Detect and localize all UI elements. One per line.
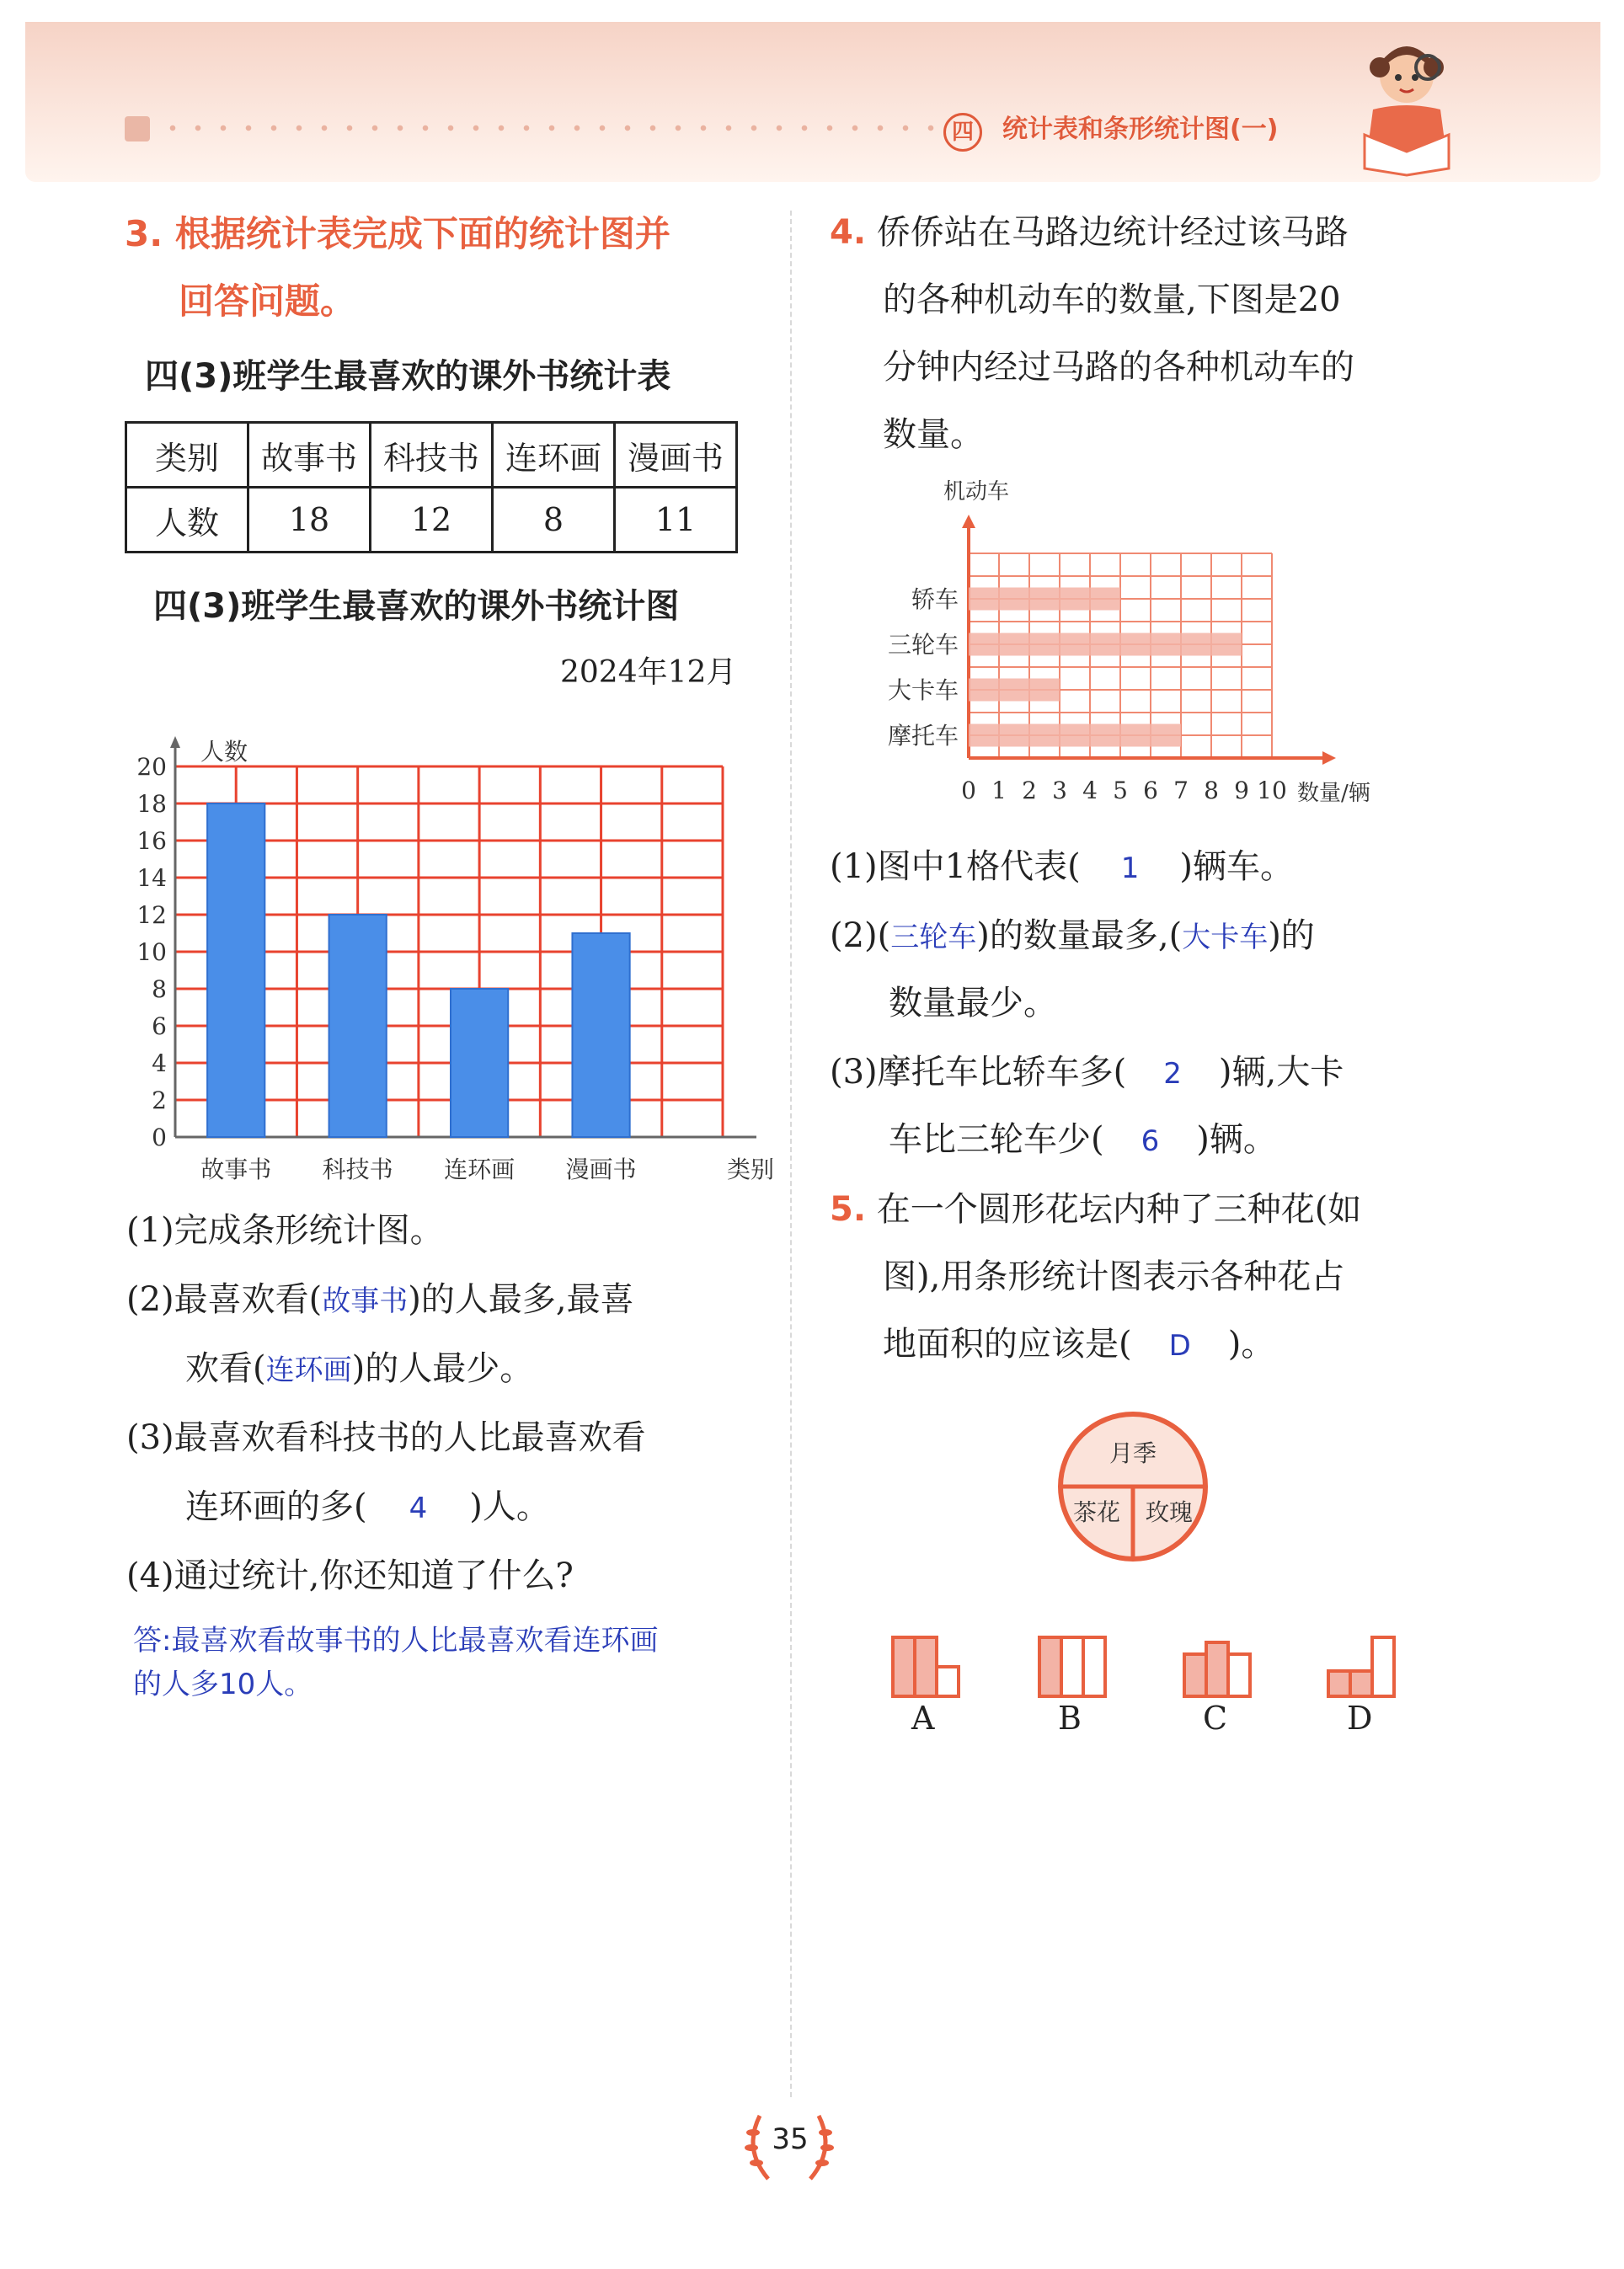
y-tick-label: 12 — [136, 901, 167, 929]
y-tick-label: 14 — [136, 864, 167, 892]
table-cell: 11 — [615, 488, 737, 553]
x-axis-arrow — [1322, 751, 1336, 765]
q3-sub4-answer-line1: 答:最喜欢看故事书的人比最喜欢看连环画 — [133, 1624, 659, 1658]
bar-摩托车 — [969, 724, 1181, 747]
x-tick-label: 8 — [1204, 777, 1219, 804]
vehicle-bar-chart — [859, 480, 1449, 817]
table-row — [126, 488, 737, 553]
book-stats-table — [125, 421, 738, 553]
y-tick-label: 8 — [152, 975, 167, 1003]
q3-prompt-line2: 回答问题。 — [179, 280, 356, 322]
y-tick-label: 16 — [136, 827, 167, 855]
x-tick-label: 科技书 — [322, 1156, 393, 1183]
table-cell: 12 — [371, 488, 493, 553]
answer-text: 2 — [1163, 1057, 1182, 1091]
bar-漫画书 — [572, 933, 629, 1137]
y-axis-arrow — [170, 736, 180, 748]
bar-轿车 — [969, 588, 1120, 611]
option-d-chart-icon — [1325, 1634, 1401, 1701]
y-tick-label: 大卡车 — [887, 676, 959, 704]
x-tick-label: 1 — [991, 777, 1007, 804]
y-tick-label: 2 — [152, 1086, 167, 1114]
bar-科技书 — [329, 915, 387, 1137]
option-c-label: C — [1203, 1700, 1228, 1737]
x-tick-label: 0 — [961, 777, 976, 804]
answer-text: 故事书 — [322, 1284, 409, 1318]
text: 连环画的多( — [185, 1487, 367, 1526]
chapter-badge: 四 — [943, 113, 982, 152]
q3-sub4: (4)通过统计,你还知道了什么? — [126, 1556, 574, 1595]
text: (3)摩托车比轿车多( — [830, 1053, 1127, 1092]
table-cell: 科技书 — [371, 423, 493, 488]
answer-text: 6 — [1141, 1124, 1160, 1158]
answer-text: 连环画 — [265, 1353, 352, 1387]
q3-prompt-text: 根据统计表完成下面的统计图并 — [174, 213, 670, 254]
text: 侨侨站在马路边统计经过该马路 — [876, 213, 1349, 252]
option-b-label: B — [1058, 1700, 1082, 1737]
x-tick-label: 3 — [1052, 777, 1067, 804]
x-tick-label: 2 — [1022, 777, 1037, 804]
table-cell: 类别 — [126, 423, 248, 488]
option-c-chart-icon — [1181, 1634, 1257, 1701]
text: )辆,大卡 — [1218, 1053, 1344, 1092]
y-tick-label: 20 — [136, 753, 167, 781]
bar-三轮车 — [969, 633, 1242, 656]
table-row — [126, 423, 737, 488]
table-cell: 18 — [248, 488, 371, 553]
text: )的 — [1268, 916, 1315, 955]
book-bar-chart — [126, 716, 775, 1196]
option-b-chart-icon — [1036, 1634, 1112, 1701]
table-cell: 故事书 — [248, 423, 371, 488]
x-tick-label: 4 — [1082, 777, 1098, 804]
q4-prompt-line4: 数量。 — [883, 415, 984, 454]
text: )。 — [1227, 1325, 1275, 1364]
q3-sub1: (1)完成条形统计图。 — [126, 1211, 444, 1250]
q4-prompt-line1 — [830, 198, 1349, 267]
flower-bed-circle — [1053, 1407, 1213, 1567]
text: (1)图中1格代表( — [830, 847, 1081, 886]
q3-sub4-answer-line2: 的人多10人。 — [133, 1668, 313, 1701]
q3-sub3-line2 — [185, 1472, 550, 1543]
text: (2)( — [830, 916, 891, 955]
q3-chart-date: 2024年12月 — [560, 655, 737, 690]
girl-reading-icon — [1348, 34, 1466, 177]
text: )的人最多,最喜 — [408, 1280, 634, 1319]
text: (2)最喜欢看( — [126, 1280, 323, 1319]
table-cell: 人数 — [126, 488, 248, 553]
answer-text: 三轮车 — [890, 921, 977, 954]
answer-text: D — [1168, 1329, 1191, 1363]
q4-sub2-line2: 数量最少。 — [889, 984, 1057, 1022]
bar-大卡车 — [969, 679, 1060, 702]
q5-prompt-line1 — [830, 1175, 1361, 1244]
x-tick-label: 10 — [1257, 777, 1287, 804]
column-divider — [790, 211, 792, 2097]
text: )的人最少。 — [351, 1349, 534, 1388]
y-tick-label: 0 — [152, 1124, 167, 1151]
circle-label-meigui: 玫瑰 — [1145, 1498, 1194, 1526]
x-tick-label: 5 — [1113, 777, 1128, 804]
header-square-icon — [125, 116, 150, 141]
y-axis-label: 机动车 — [943, 479, 1010, 505]
y-tick-label: 轿车 — [911, 585, 959, 613]
x-tick-label: 连环画 — [444, 1156, 516, 1183]
x-tick-label: 7 — [1173, 777, 1189, 804]
x-tick-label: 9 — [1234, 777, 1249, 804]
q4-sub2-line1 — [830, 901, 1315, 972]
q3-sub2-line1 — [126, 1265, 634, 1336]
x-tick-label: 6 — [1143, 777, 1158, 804]
table-cell: 漫画书 — [615, 423, 737, 488]
text: 在一个圆形花坛内种了三种花(如 — [876, 1190, 1362, 1229]
answer-text: 4 — [409, 1492, 428, 1525]
option-a-label: A — [911, 1700, 935, 1737]
text: 车比三轮车少( — [889, 1120, 1104, 1159]
q4-sub3-line2 — [889, 1105, 1277, 1176]
text: )的数量最多,( — [976, 916, 1183, 955]
q3-prompt-line1 — [125, 200, 670, 268]
header-dots — [160, 125, 935, 131]
y-tick-label: 三轮车 — [887, 631, 959, 659]
q4-number: 4. — [830, 213, 867, 252]
chapter-title: 统计表和条形统计图(一) — [1002, 115, 1279, 144]
q4-sub3-line1 — [830, 1038, 1344, 1108]
q3-sub2-line2 — [185, 1334, 533, 1405]
page-number: 35 — [772, 2122, 809, 2156]
text: )辆。 — [1196, 1120, 1277, 1159]
circle-label-yueji: 月季 — [1108, 1439, 1157, 1467]
q5-number: 5. — [830, 1190, 867, 1229]
q4-sub1 — [830, 832, 1294, 903]
q5-prompt-line2: 图),用条形统计图表示各种花占 — [883, 1257, 1345, 1296]
q3-sub3-line1: (3)最喜欢看科技书的人比最喜欢看 — [126, 1418, 646, 1457]
q5-prompt-line3 — [883, 1310, 1274, 1380]
y-tick-label: 6 — [152, 1012, 167, 1040]
circle-label-chahua: 茶花 — [1072, 1498, 1121, 1526]
text: )辆车。 — [1179, 847, 1294, 886]
table-cell: 8 — [493, 488, 615, 553]
q3-number: 3. — [125, 213, 163, 254]
y-axis-label: 人数 — [200, 738, 248, 766]
q4-prompt-line3: 分钟内经过马路的各种机动车的 — [883, 348, 1354, 387]
y-axis-arrow — [962, 515, 975, 528]
bar-故事书 — [207, 803, 264, 1137]
q3-table-title: 四(3)班学生最喜欢的课外书统计表 — [145, 357, 671, 396]
y-tick-label: 10 — [136, 938, 167, 966]
text: 欢看( — [185, 1349, 266, 1388]
bar-连环画 — [451, 989, 508, 1137]
option-a-chart-icon — [889, 1634, 965, 1701]
y-tick-label: 18 — [136, 790, 167, 818]
text: )人。 — [469, 1487, 550, 1526]
option-d-label: D — [1347, 1700, 1373, 1737]
x-tick-label: 故事书 — [200, 1156, 272, 1183]
q4-prompt-line2: 的各种机动车的数量,下图是20 — [883, 280, 1341, 319]
x-tick-label: 漫画书 — [565, 1156, 637, 1183]
q3-chart-title: 四(3)班学生最喜欢的课外书统计图 — [153, 587, 680, 626]
answer-text: 大卡车 — [1182, 921, 1269, 954]
text: 地面积的应该是( — [883, 1325, 1132, 1364]
y-tick-label: 4 — [152, 1049, 167, 1077]
x-axis-label: 数量/辆 — [1297, 781, 1370, 806]
x-axis-label: 类别 — [727, 1156, 775, 1183]
table-cell: 连环画 — [493, 423, 615, 488]
y-tick-label: 摩托车 — [887, 722, 959, 750]
answer-text: 1 — [1120, 852, 1140, 885]
